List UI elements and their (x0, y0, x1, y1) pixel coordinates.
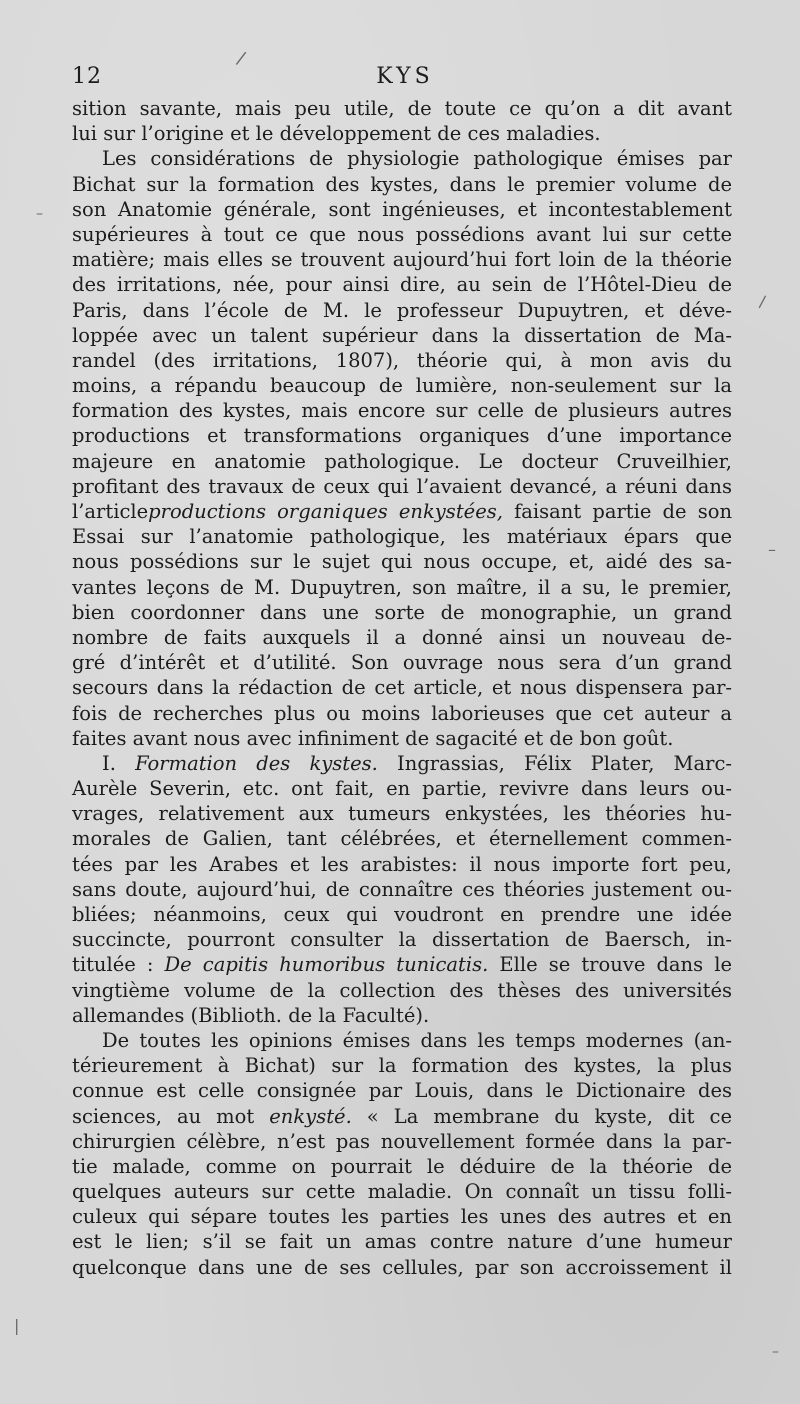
text-line: productions et transformations organiques d’une importance (72, 424, 732, 448)
ink-mark: / (234, 47, 248, 70)
text-line: fois de recherches plus ou moins laborieuses que cet auteur a (72, 701, 732, 725)
text-line: est le lien; s’il se fait un amas contre nature d’une humeur (72, 1230, 732, 1254)
text-segment: Ingrassias, Félix Plater, Marc- (377, 751, 732, 775)
text-line: nombre de faits auxquels il a donné ainsi un nouveau de- (72, 625, 732, 649)
text-line: culeux qui sépare toutes les parties les unes des autres et en (72, 1205, 732, 1229)
italic-title: productions organiques enkystées, (148, 500, 503, 523)
ink-mark: – (768, 540, 776, 559)
text-line: allemandes (Biblioth. de la Faculté). (72, 1003, 430, 1027)
text-line: morales de Galien, tant célébrées, et éternellement commen- (72, 827, 732, 851)
text-line: vrages, relativement aux tumeurs enkystées, les théories hu- (72, 802, 732, 826)
text-segment: « La membrane du kyste, dit ce (351, 1104, 732, 1128)
text-line: gré d’intérêt et d’utilité. Son ouvrage nous sera d’un grand (72, 651, 732, 675)
text-line: majeure en anatomie pathologique. Le docteur Cruveilhier, (72, 449, 732, 473)
text-line: De toutes les opinions émises dans les temps modernes (an- (102, 1028, 732, 1052)
running-head: KYS (376, 64, 434, 89)
text-line: bliées; néanmoins, ceux qui voudront en prendre une idée (72, 903, 732, 926)
text-line: Paris, dans l’école de M. le professeur Dupuytren, et déve- (72, 298, 732, 322)
text-line: bien coordonner dans une sorte de monographie, un grand (72, 600, 732, 624)
text-line: Aurèle Severin, etc. ont fait, en partie, revivre dans leurs ou- (72, 777, 732, 801)
text-line: quelconque dans une de ses cellules, par son accroissement il (72, 1255, 732, 1279)
text-line: vingtième volume de la collection des thèses des universités (72, 978, 732, 1002)
text-segment: sciences, au mot (72, 1104, 255, 1128)
body-text (72, 96, 732, 1280)
text-line: loppée avec un talent supérieur dans la dissertation de Ma- (72, 323, 732, 347)
text-line: matière; mais elles se trouvent aujourd’hui fort loin de la théorie (72, 248, 732, 272)
text-line (72, 499, 732, 524)
page-header (72, 64, 738, 96)
page-number: 12 (72, 64, 102, 89)
text-line: faites avant nous avec infiniment de sagacité et de bon goût. (72, 726, 674, 750)
text-line: randel (des irritations, 1807), théorie qui, à mon avis du (72, 348, 732, 372)
text-line: son Anatomie générale, sont ingénieuses, et incontestablement (72, 197, 732, 221)
text-line: Bichat sur la formation des kystes, dans le premier volume de (72, 172, 732, 196)
text-line: sans doute, aujourd’hui, de connaître ces théories justement ou- (72, 877, 732, 901)
text-line: lui sur l’origine et le développement de ces maladies. (72, 122, 601, 146)
text-line: succincte, pourront consulter la dissertation de Baersch, in- (72, 928, 732, 952)
italic-term: enkysté. (269, 1104, 352, 1128)
text-line: tées par les Arabes et les arabistes: il nous importe fort peu, (72, 852, 732, 876)
text-line (72, 751, 732, 776)
text-line: formation des kystes, mais encore sur celle de plusieurs autres (72, 399, 732, 423)
ink-mark: – (772, 1344, 779, 1360)
text-line: térieurement à Bichat) sur la formation des kystes, la plus (72, 1054, 732, 1078)
text-line: supérieures à tout ce que nous possédions avant lui sur cette (72, 222, 732, 246)
text-line: moins, a répandu beaucoup de lumière, non-seulement sur la (72, 374, 732, 398)
text-line: chirurgien célèbre, n’est pas nouvellement formée dans la par- (72, 1129, 732, 1153)
text-line: des irritations, née, pour ainsi dire, au sein de l’Hôtel-Dieu de (72, 273, 732, 297)
text-line: nous possédions sur le sujet qui nous occupe, et, aidé des sa- (72, 550, 732, 574)
text-segment: Elle se trouve dans le (488, 953, 732, 977)
ink-mark: | (14, 1316, 20, 1335)
ink-mark: \ (754, 292, 772, 311)
text-line: connue est celle consignée par Louis, dans le Dictionaire des (72, 1079, 732, 1103)
ink-mark: – (36, 206, 43, 222)
text-line (72, 1104, 732, 1129)
section-title: Formation des kystes. (135, 751, 378, 775)
text-line: tie malade, comme on pourrait le déduire de la théorie de (72, 1154, 732, 1178)
text-line: secours dans la rédaction de cet article, et nous dispensera par- (72, 676, 732, 700)
text-line: Les considérations de physiologie pathologique émises par (102, 147, 732, 171)
text-line: Essai sur l’anatomie pathologique, les matériaux épars que (72, 525, 732, 549)
text-line: sition savante, mais peu utile, de toute ce qu’on a dit avant (72, 97, 732, 120)
text-segment: titulée : (72, 953, 154, 977)
text-segment: l’article (72, 500, 149, 523)
text-segment: faisant partie de son (502, 500, 732, 523)
italic-title: De capitis humoribus tunicatis. (164, 953, 489, 977)
text-line: quelques auteurs sur cette maladie. On connaît un tissu folli- (72, 1180, 732, 1204)
text-line: vantes leçons de M. Dupuytren, son maître, il a su, le premier, (72, 575, 732, 599)
section-number: I. (102, 751, 116, 775)
text-line (72, 952, 732, 977)
text-line: profitant des travaux de ceux qui l’avaient devancé, a réuni dans (72, 474, 732, 498)
